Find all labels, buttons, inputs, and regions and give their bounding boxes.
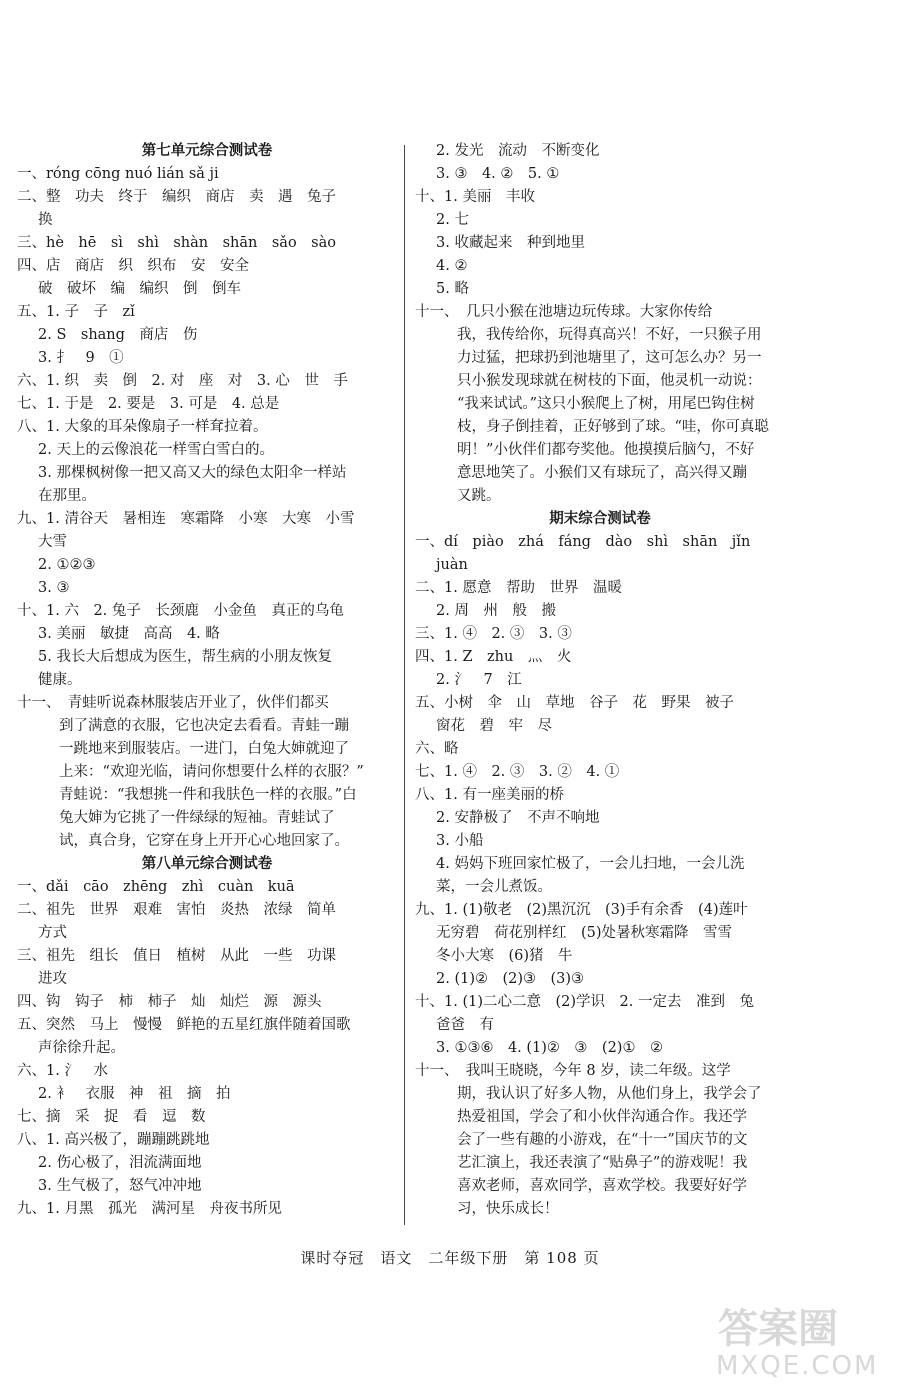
answer-line: 3. ①③⑥ 4. (1)② ③ (2)① ② xyxy=(436,1040,663,1056)
right-column xyxy=(415,140,785,1221)
answer-line: 在那里。 xyxy=(38,488,96,504)
answer-line: 十、1. 美丽 丰收 xyxy=(415,189,535,205)
answer-line: 二、祖先 世界 艰难 害怕 炎热 浓绿 简单 xyxy=(17,902,336,918)
column-divider xyxy=(404,145,405,1225)
answer-line: 4. 妈妈下班回家忙极了，一会儿扫地，一会儿洗 xyxy=(436,856,745,872)
answer-line: 健康。 xyxy=(38,672,82,688)
answer-line: 3. ③ xyxy=(38,580,70,596)
answer-line: 九、1. (1)敬老 (2)黑沉沉 (3)手有余香 (4)莲叶 xyxy=(415,902,748,918)
answer-line: 到了满意的衣服，它也决定去看看。青蛙一蹦 xyxy=(59,718,349,734)
answer-line: 期，我认识了好多人物，从他们身上，我学会了 xyxy=(457,1086,762,1102)
answer-line: 意思地笑了。小猴们又有球玩了，高兴得又蹦 xyxy=(457,465,747,481)
answer-line: 二、1. 愿意 帮助 世界 温暖 xyxy=(415,580,622,596)
page-footer: 课时夺冠 语文 二年级下册 第 108 页 xyxy=(300,1249,600,1267)
answer-line: 3. 生气极了，怒气冲冲地 xyxy=(38,1178,202,1194)
answer-line: 艺汇演上，我还表演了“贴鼻子”的游戏呢！我 xyxy=(457,1155,748,1171)
answer-line: 上来：“欢迎光临，请问你想要什么样的衣服？” xyxy=(59,764,364,780)
answer-line: 一、dí piào zhá fáng dào shì shān jǐn xyxy=(415,534,751,550)
section-heading: 第七单元综合测试卷 xyxy=(141,143,273,159)
answer-line: 又跳。 xyxy=(457,488,501,504)
answer-line: 破 破坏 编 编织 倒 倒车 xyxy=(38,281,241,297)
answer-line: 4. ② xyxy=(436,258,468,274)
answer-line: 2. 周 州 般 搬 xyxy=(436,603,556,619)
answer-line: 十、1. (1)二心二意 (2)学识 2. 一定去 准到 兔 xyxy=(415,994,754,1010)
answer-line: 冬小大寒 (6)猪 牛 xyxy=(436,948,573,964)
answer-line: 一、dǎi cāo zhēng zhì cuàn kuā xyxy=(17,879,295,895)
answer-line: 2. S shang 商店 伤 xyxy=(38,327,198,343)
answer-line: 爸爸 有 xyxy=(436,1017,494,1033)
answer-line: 换 xyxy=(38,212,53,228)
answer-line: 青蛙说：“我想挑一件和我肤色一样的衣服。”白 xyxy=(59,787,357,803)
answer-line: 3. 小船 xyxy=(436,833,484,849)
answer-line: 2. 伤心极了，泪流满面地 xyxy=(38,1155,202,1171)
answer-line: 我，我传给你，玩得真高兴！不好，一只猴子用 xyxy=(457,327,762,343)
answer-line: 八、1. 有一座美丽的桥 xyxy=(415,787,564,803)
answer-line: 十、1. 六 2. 兔子 长颈鹿 小金鱼 真正的乌龟 xyxy=(17,603,344,619)
answer-line: 四、1. Z zhu 灬 火 xyxy=(415,649,572,665)
answer-line: 三、祖先 组长 值日 植树 从此 一些 功课 xyxy=(17,948,336,964)
answer-line: 十一、 我叫王晓晓，今年 8 岁，读二年级。这学 xyxy=(415,1063,731,1079)
answer-line: 5. 我长大后想成为医生，帮生病的小朋友恢复 xyxy=(38,649,332,665)
answer-line: 五、小树 伞 山 草地 谷子 花 野果 被子 xyxy=(415,695,734,711)
watermark-url: MXQE.COM xyxy=(716,1351,879,1380)
answer-line: 七、1. 于是 2. 要是 3. 可是 4. 总是 xyxy=(17,396,280,412)
answer-line: 2. 安静极了 不声不响地 xyxy=(436,810,600,826)
answer-line: 六、1. 织 卖 倒 2. 对 座 对 3. 心 世 手 xyxy=(17,373,348,389)
answer-line: 八、1. 大象的耳朵像扇子一样耷拉着。 xyxy=(17,419,268,435)
answer-line: 3. 那棵枫树像一把又高又大的绿色太阳伞一样站 xyxy=(38,465,347,481)
answer-line: 习，快乐成长！ xyxy=(457,1201,559,1217)
answer-line: 进攻 xyxy=(38,971,67,987)
answer-line: 菜，一会儿煮饭。 xyxy=(436,879,552,895)
answer-line: 2. 氵 7 江 xyxy=(436,672,522,688)
answer-line: 力过猛，把球扔到池塘里了，这可怎么办？另一 xyxy=(457,350,762,366)
answer-line: 五、突然 马上 慢慢 鲜艳的五星红旗伴随着国歌 xyxy=(17,1017,351,1033)
answer-line: 七、摘 采 捉 看 逗 数 xyxy=(17,1109,206,1125)
answer-line: 五、1. 子 子 zǐ xyxy=(17,304,135,320)
answer-line: 三、1. ④ 2. ③ 3. ③ xyxy=(415,626,572,642)
answer-line: 2. 七 xyxy=(436,212,469,228)
answer-line: 大雪 xyxy=(38,534,67,550)
answer-line: 七、1. ④ 2. ③ 3. ② 4. ① xyxy=(415,764,620,780)
answer-line: 十一、 几只小猴在池塘边玩传球。大家你传给 xyxy=(415,304,713,320)
answer-line: 热爱祖国，学会了和小伙伴沟通合作。我还学 xyxy=(457,1109,747,1125)
watermark-text: 答案圈 xyxy=(718,1306,838,1352)
answer-line: 窗花 碧 牢 尽 xyxy=(436,718,552,734)
answer-line: 九、1. 清谷天 暑相连 寒霜降 小寒 大寒 小雪 xyxy=(17,511,355,527)
section-heading: 期末综合测试卷 xyxy=(549,511,651,527)
answer-line: 八、1. 高兴极了，蹦蹦跳跳地 xyxy=(17,1132,210,1148)
answer-line: 四、钩 钩子 柿 柿子 灿 灿烂 源 源头 xyxy=(17,994,322,1010)
answer-line: 声徐徐升起。 xyxy=(38,1040,125,1056)
answer-line: 二、整 功夫 终于 编织 商店 卖 遇 兔子 xyxy=(17,189,336,205)
answer-line: 2. 发光 流动 不断变化 xyxy=(436,143,600,159)
watermark-logo xyxy=(710,1300,885,1380)
answer-line: 2. (1)② (2)③ (3)③ xyxy=(436,971,585,987)
answer-line: 会了一些有趣的小游戏，在“十一”国庆节的文 xyxy=(457,1132,748,1148)
answer-line: 2. ①②③ xyxy=(38,557,96,573)
answer-line: 5. 略 xyxy=(436,281,469,297)
answer-line: 3. 美丽 敏捷 高高 4. 略 xyxy=(38,626,220,642)
answer-line: 一跳地来到服装店。一进门，白兔大婶就迎了 xyxy=(59,741,349,757)
answer-line: 喜欢老师，喜欢同学，喜欢学校。我要好好学 xyxy=(457,1178,747,1194)
answer-line: 六、略 xyxy=(415,741,459,757)
answer-line: 兔大婶为它挑了一件绿绿的短袖。青蛙试了 xyxy=(59,810,335,826)
answer-line: 三、hè hē sì shì shàn shān sǎo sào xyxy=(17,235,336,251)
answer-line: 3. 扌 9 ① xyxy=(38,350,124,366)
answer-line: 无穷碧 荷花别样红 (5)处暑秋寒霜降 雪雪 xyxy=(436,925,733,941)
answer-line: 3. 收藏起来 种到地里 xyxy=(436,235,585,251)
answer-line: 明！”小伙伴们都夸奖他。他摸摸后脑勺，不好 xyxy=(457,442,755,458)
answer-line: juàn xyxy=(436,557,468,573)
answer-line: 枝，身子倒挂着，正好够到了球。“哇，你可真聪 xyxy=(457,419,769,435)
answer-line: 九、1. 月黑 孤光 满河星 舟夜书所见 xyxy=(17,1201,282,1217)
answer-line: 2. 天上的云像浪花一样雪白雪白的。 xyxy=(38,442,274,458)
answer-line: 四、店 商店 织 织布 安 安全 xyxy=(17,258,249,274)
answer-line: 六、1. 氵 水 xyxy=(17,1063,108,1079)
answer-line: 3. ③ 4. ② 5. ① xyxy=(436,166,560,182)
answer-line: 试，真合身，它穿在身上开开心心地回家了。 xyxy=(59,833,349,849)
answer-line: 十一、 青蛙听说森林服装店开业了，伙伴们都买 xyxy=(17,695,329,711)
section-heading: 第八单元综合测试卷 xyxy=(141,856,273,872)
left-column xyxy=(17,140,397,1221)
answer-line: 一、róng cōng nuó lián sǎ ji xyxy=(17,166,219,182)
answer-line: 2. 衤 衣服 神 祖 摘 拍 xyxy=(38,1086,231,1102)
answer-line: “我来试试。”这只小猴爬上了树，用尾巴钩住树 xyxy=(457,396,755,412)
answer-line: 方式 xyxy=(38,925,67,941)
answer-line: 只小猴发现球就在树枝的下面，他灵机一动说： xyxy=(457,373,762,389)
